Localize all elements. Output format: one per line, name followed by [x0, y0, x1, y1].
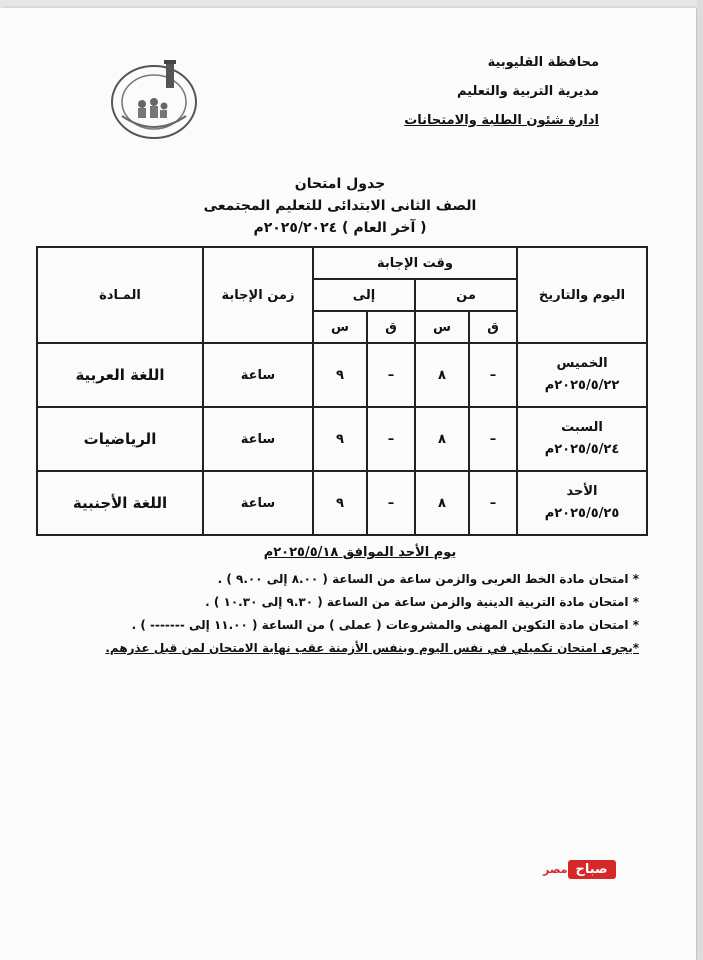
watermark-brand [539, 857, 616, 881]
ministry-logo-icon [108, 56, 200, 142]
exam-date: ٢٠٢٥/٥/٢٥م [544, 506, 620, 521]
date-cell [517, 471, 647, 535]
col-from-min-header: ق [469, 311, 517, 343]
to-minute: – [367, 407, 415, 471]
duration: ساعة [203, 407, 313, 471]
subject: اللغة العربية [37, 343, 203, 407]
brand-text: مصر [543, 862, 568, 876]
brand-box: صباح [568, 860, 616, 879]
to-minute: – [367, 343, 415, 407]
subject: الرياضيات [37, 407, 203, 471]
header-block [339, 55, 599, 142]
from-hour: ٨ [415, 407, 469, 471]
notes-list [59, 572, 639, 664]
exam-date: ٢٠٢٥/٥/٢٤م [544, 442, 620, 457]
duration: ساعة [203, 343, 313, 407]
extra-day-text: يوم الأحد الموافق ٢٠٢٥/٥/١٨م [263, 545, 457, 560]
date-cell [517, 407, 647, 471]
from-minute: – [469, 407, 517, 471]
from-minute: – [469, 343, 517, 407]
note-item: *يجرى امتحان تكميلي في نفس اليوم وبنفس الأزمنة عقب نهاية الامتحان لمن قبل عذرهم. [105, 641, 639, 655]
table-row [37, 471, 647, 535]
duration: ساعة [203, 471, 313, 535]
page-edge [697, 0, 703, 960]
from-hour: ٨ [415, 471, 469, 535]
note-item: * امتحان مادة التربية الدينية والزمن ساعة من الساعة ( ٩.٣٠ إلى ١٠.٣٠ ) . [205, 595, 639, 609]
to-hour: ٩ [313, 471, 367, 535]
governorate-label: محافظة القليوبية [487, 55, 599, 70]
to-minute: – [367, 471, 415, 535]
day-name: السبت [561, 420, 603, 435]
col-to-header: إلى [313, 279, 415, 311]
extra-day-heading [230, 545, 490, 560]
col-subject-header: المـادة [37, 247, 203, 343]
exam-schedule-table [36, 246, 648, 536]
exam-date: ٢٠٢٥/٥/٢٢م [544, 378, 620, 393]
term-title: ( آخر العام ) ٢٠٢٥/٢٠٢٤م [253, 220, 427, 236]
date-cell [517, 343, 647, 407]
from-hour: ٨ [415, 343, 469, 407]
day-name: الأحد [566, 484, 598, 499]
grade-title: الصف الثانى الابتدائى للتعليم المجتمعى [203, 198, 477, 214]
table-row [37, 343, 647, 407]
note-item: * امتحان مادة الخط العربى والزمن ساعة من الساعة ( ٨.٠٠ إلى ٩.٠٠ ) . [217, 572, 639, 586]
to-hour: ٩ [313, 407, 367, 471]
note-item: * امتحان مادة التكوين المهنى والمشروعات ( عملى ) من الساعة ( ١١.٠٠ إلى ------- ) . [131, 618, 639, 632]
exam-title-block [180, 173, 500, 239]
col-day-header: اليوم والتاريخ [517, 247, 647, 343]
from-minute: – [469, 471, 517, 535]
col-time-header: وقت الإجابة [313, 247, 517, 279]
col-duration-header: زمن الإجابة [203, 247, 313, 343]
subject: اللغة الأجنبية [37, 471, 203, 535]
to-hour: ٩ [313, 343, 367, 407]
table-row [37, 407, 647, 471]
col-to-hour-header: س [313, 311, 367, 343]
directorate-label: مديرية التربية والتعليم [456, 84, 599, 99]
col-to-min-header: ق [367, 311, 415, 343]
col-from-header: من [415, 279, 517, 311]
department-label: ادارة شئون الطلبة والامتحانات [404, 113, 599, 128]
exam-title: جدول امتحان [294, 176, 386, 192]
col-from-hour-header: س [415, 311, 469, 343]
day-name: الخميس [556, 356, 608, 371]
